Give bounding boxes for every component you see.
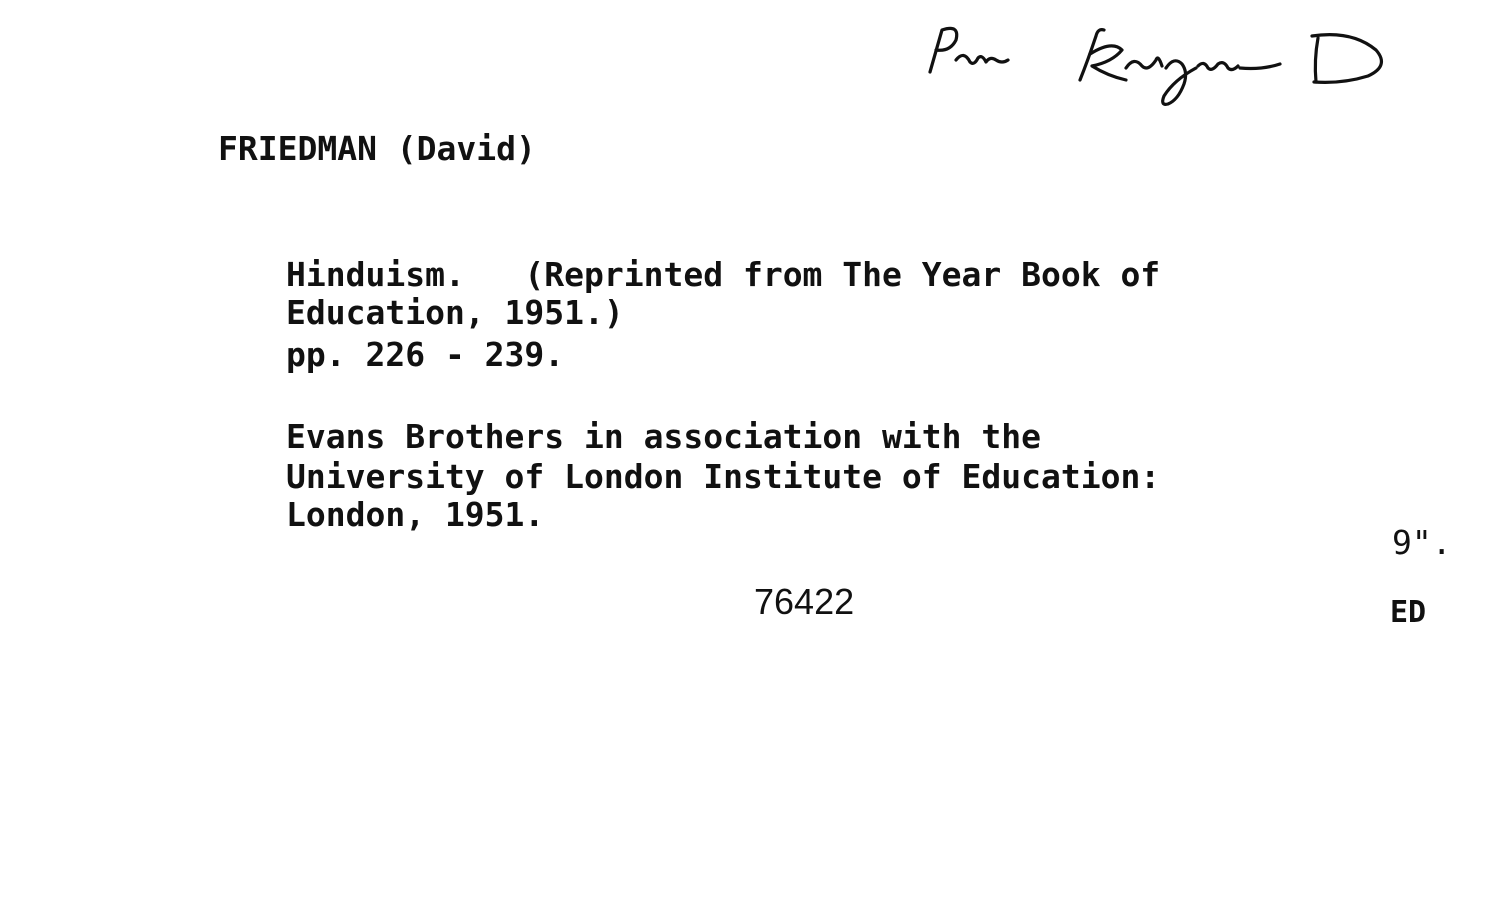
- title-line-1: Hinduism. (Reprinted from The Year Book of: [286, 255, 1161, 294]
- publisher-line-2: University of London Institute of Education:: [286, 457, 1161, 496]
- title-line-2: Education, 1951.): [286, 293, 624, 332]
- accession-number: 76422: [754, 581, 855, 622]
- size-note: 9".: [1392, 523, 1452, 562]
- department-code: ED: [1390, 595, 1427, 630]
- pagination: pp. 226 - 239.: [286, 335, 565, 374]
- publisher-line-1: Evans Brothers in association with the: [286, 417, 1041, 456]
- publisher-line-3: London, 1951.: [286, 495, 545, 534]
- handwriting-drawing: [912, 10, 1402, 120]
- author-heading: FRIEDMAN (David): [218, 129, 536, 168]
- handwritten-annotation: [912, 10, 1402, 120]
